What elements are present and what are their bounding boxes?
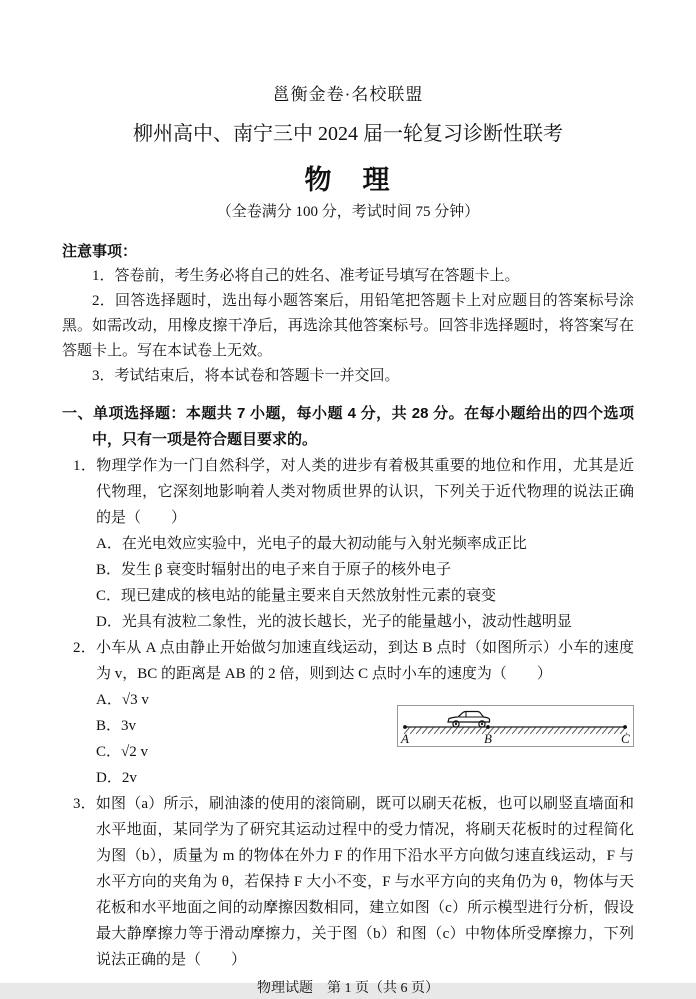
ground-line [404, 727, 627, 734]
section-one-heading: 一、单项选择题：本题共 7 小题，每小题 4 分，共 28 分。在每小题给出的四个选项中，只有一项是符合题目要求的。 [62, 405, 634, 448]
question-3 [62, 791, 634, 973]
question-3-number: 3． [73, 796, 96, 812]
notice-item-3: 3．考试结束后，将本试卷和答题卡一并交回。 [92, 368, 400, 384]
point-a-label: A [401, 731, 409, 746]
question-2-options [62, 687, 634, 791]
notice-item-2: 2．回答选择题时，选出每小题答案后，用铅笔把答题卡上对应题目的答案标号涂黑。如需改动，用橡皮擦干净后，再选涂其他答案标号。回答非选择题时，将答案写在答题卡上。写在本试卷上无效。 [62, 293, 634, 359]
point-b-dot [486, 725, 490, 729]
point-c-label: C [621, 731, 630, 746]
question-1 [62, 453, 634, 635]
question-3-stem: 3．如图（a）所示，刷油漆的使用的滚筒刷，既可以刷天花板，也可以刷竖直墙面和水平地面，某同学为了研究其运动过程中的受力情况，将刷天花板时的过程简化为图（b），质量为 m 的物体在外力 F 的作用下沿水平方向做匀速直线运动，F 与水平方向的夹角为 θ，若保持 F 大小不变，F 与水平方向的夹角仍为 θ，物体与天花板和水平地面之间的动摩擦因数相同，建立如图（c）所示模型进行分析，假设最大静摩擦力等于滑动摩擦力，关于图（b）和图（c）中物体所受摩擦力，下列说法正确的是（ ） [73, 796, 634, 968]
question-2-option-c: C．√2 v [96, 744, 148, 760]
point-b-label: B [484, 731, 492, 746]
question-1-number: 1． [73, 458, 97, 474]
question-2-figure [397, 705, 634, 747]
question-1-option-c: C．现已建成的核电站的能量主要来自天然放射性元素的衰变 [96, 588, 497, 604]
multiple-choice-section [62, 401, 634, 973]
question-1-option-a: A．在光电效应实验中，光电子的最大初动能与入射光频率成正比 [96, 536, 527, 552]
point-a-dot [403, 725, 407, 729]
question-1-option-b: B．发生 β 衰变时辐射出的电子来自于原子的核外电子 [96, 562, 452, 578]
notice-section [62, 239, 634, 389]
exam-title: 柳州高中、南宁三中 2024 届一轮复习诊断性联考 [133, 123, 563, 145]
brand-title: 邕衡金卷·名校联盟 [272, 85, 424, 104]
paper-header [62, 0, 634, 223]
question-2-option-b: B．3v [96, 718, 137, 734]
question-2-option-a: A．√3 v [96, 692, 149, 708]
page-footer: 物理试题 第 1 页（共 6 页） [257, 981, 439, 996]
subject-title: 物 理 [304, 165, 392, 195]
question-2-stem: 2．小车从 A 点由静止开始做匀加速直线运动，到达 B 点时（如图所示）小车的速度为 v，BC 的距离是 AB 的 2 倍，则到达 C 点时小车的速度为（ ） [73, 640, 634, 682]
question-1-stem: 1．物理学作为一门自然科学，对人类的进步有着极其重要的地位和作用，尤其是近代物理，它深刻地影响着人类对物质世界的认识，下列关于近代物理的说法正确的是（ ） [73, 458, 634, 526]
question-2 [62, 635, 634, 791]
question-2-number: 2． [73, 640, 96, 656]
point-c-dot [623, 725, 627, 729]
notice-item-1: 1．答卷前，考生务必将自己的姓名、准考证号填写在答题卡上。 [92, 268, 520, 284]
subject-note: （全卷满分 100 分，考试时间 75 分钟） [216, 204, 480, 220]
notice-heading: 注意事项： [62, 243, 138, 260]
question-1-option-d: D．光具有波粒二象性，光的波长越长，光子的能量越小，波动性越明显 [96, 614, 572, 630]
question-2-option-d: D．2v [96, 770, 137, 786]
car-icon [448, 712, 490, 728]
